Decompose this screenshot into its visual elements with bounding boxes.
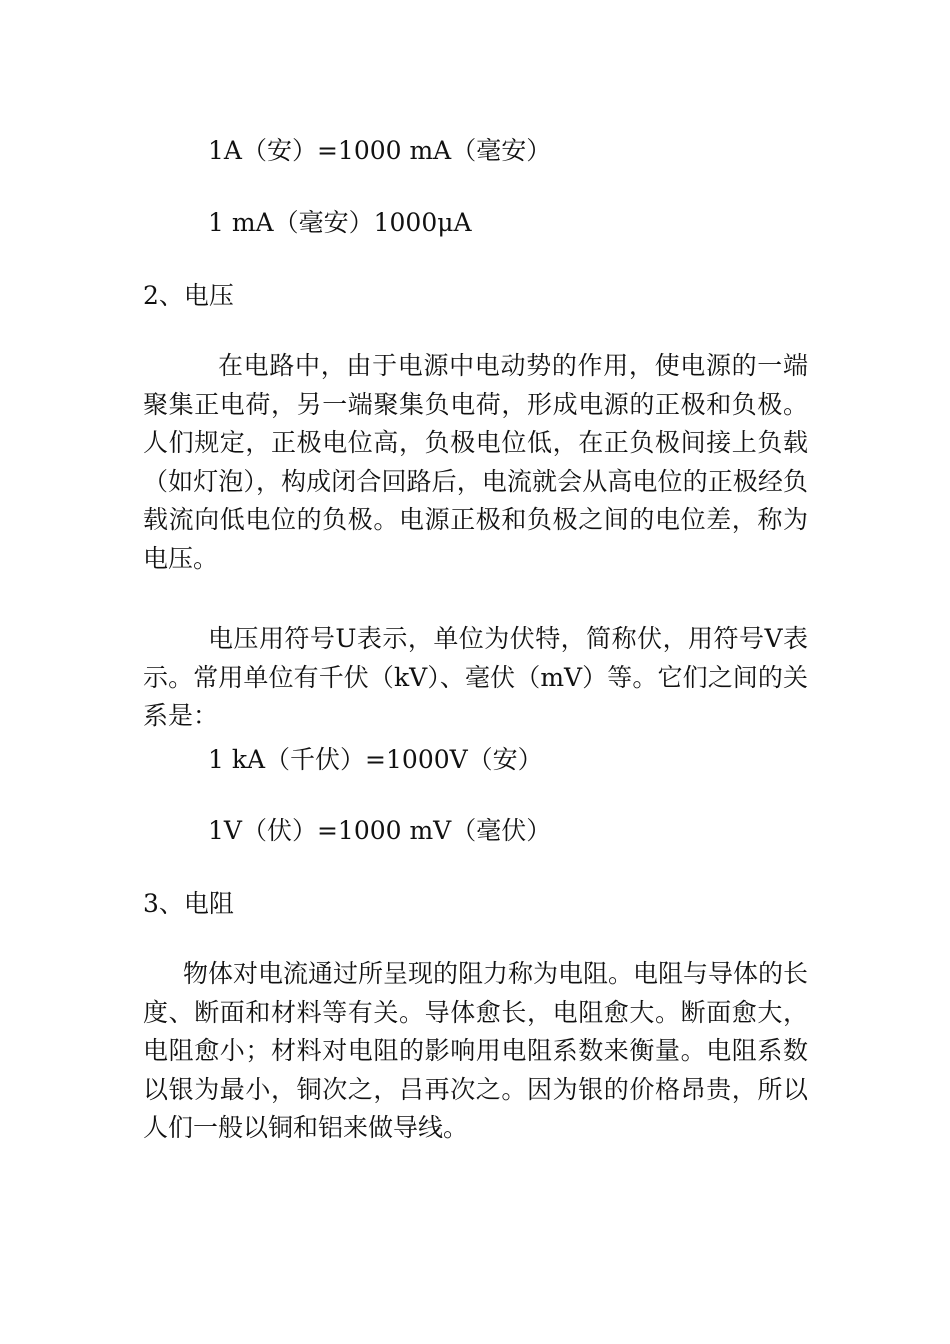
voltage-formula-1: 1 kA（千伏）=1000V（安） [208, 745, 543, 774]
current-unit-line-2: 1 mA（毫安）1000μA [208, 208, 472, 237]
current-unit-line-1: 1A（安）=1000 mA（毫安） [208, 136, 552, 165]
section-heading-resistance: 3、电阻 [143, 889, 234, 918]
resistance-paragraph-1: 物体对电流通过所呈现的阻力称为电阻。电阻与导体的长度、断面和材料等有关。导体愈长，电阻愈大。断面愈大，电阻愈小；材料对电阻的影响用电阻系数来衡量。电阻系数以银为最小，铜次之，吕再次之。因为银的价格昂贵，所以人们一般以铜和铝来做导线。 [143, 959, 809, 1142]
voltage-paragraph-2: 电压用符号U表示，单位为伏特，简称伏，用符号V表示。常用单位有千伏（kV）、毫伏（mV）等。它们之间的关系是： [143, 624, 808, 730]
section-heading-voltage: 2、电压 [143, 281, 234, 310]
voltage-paragraph-1: 在电路中，由于电源中电动势的作用，使电源的一端聚集正电荷，另一端聚集负电荷，形成电源的正极和负极。人们规定，正极电位高，负极电位低，在正负极间接上负载（如灯泡），构成闭合回路后，电流就会从高电位的正极经负载流向低电位的负极。电源正极和负极之间的电位差，称为电压。 [143, 351, 808, 573]
voltage-formula-2: 1V（伏）=1000 mV（毫伏） [208, 816, 552, 845]
